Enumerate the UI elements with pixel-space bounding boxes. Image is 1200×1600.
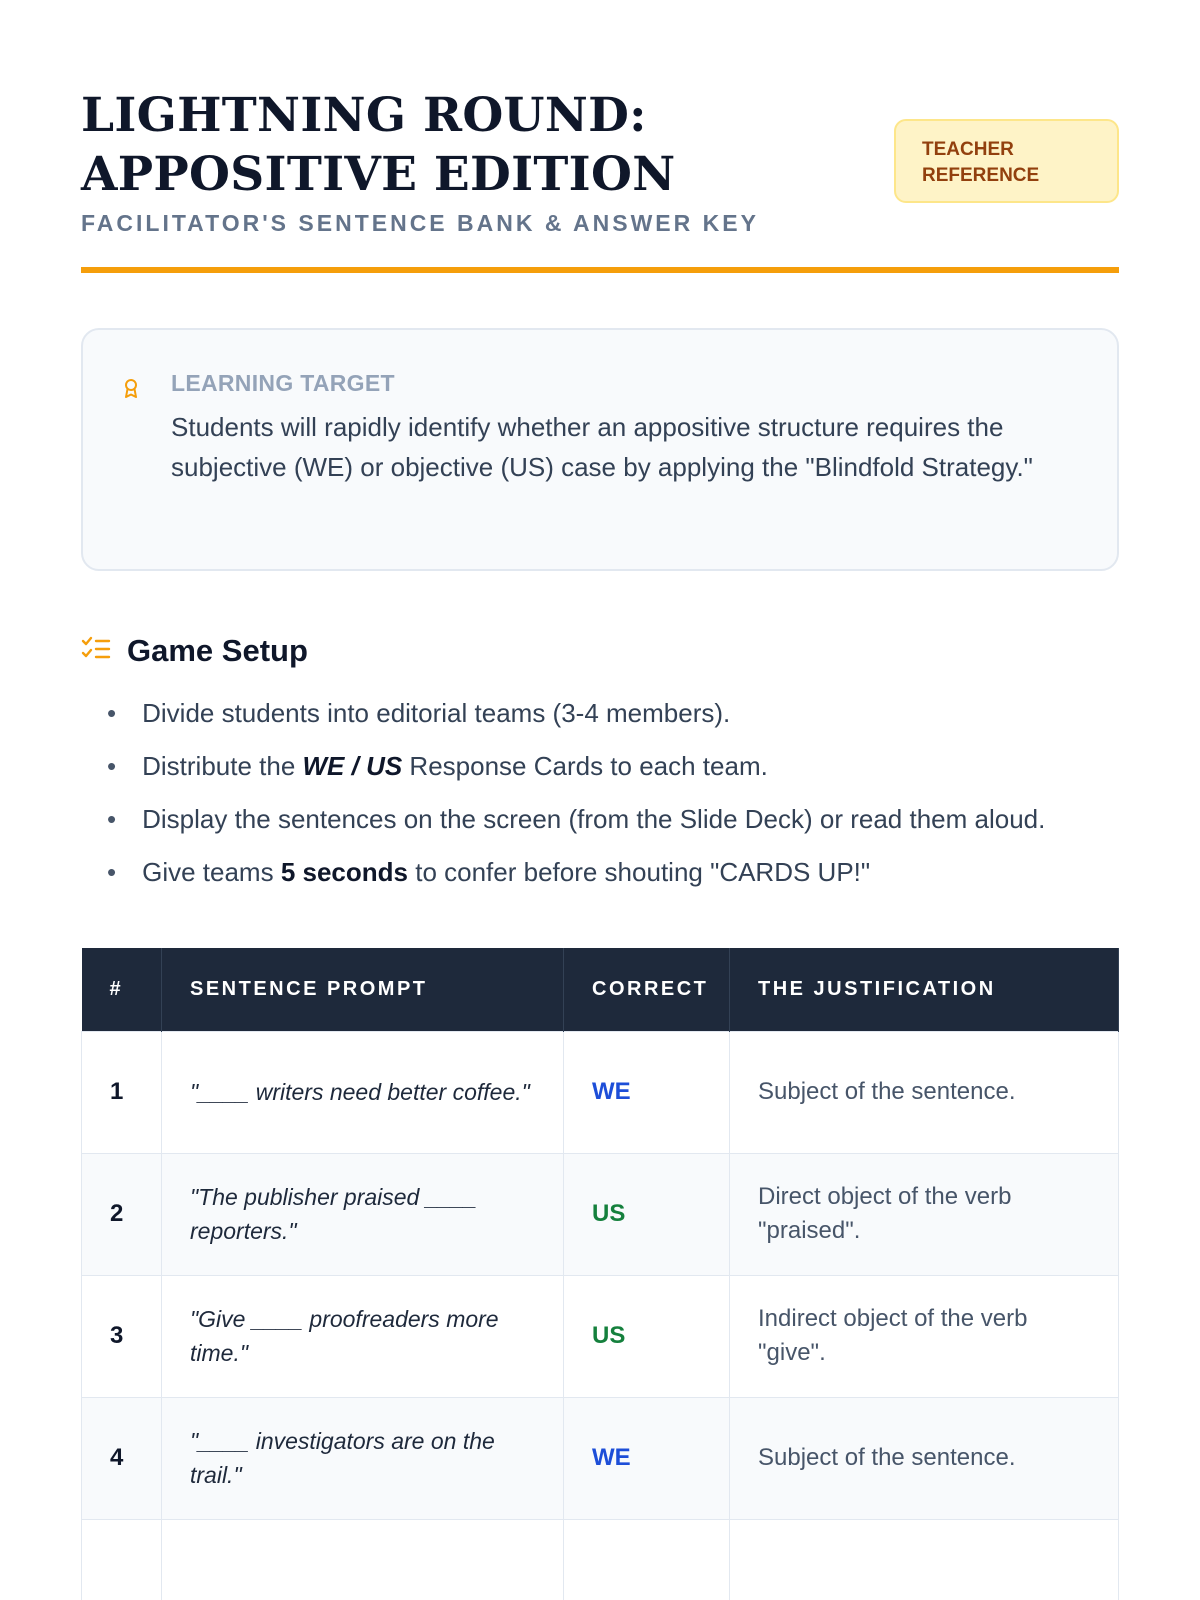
- table-header-row: [82, 948, 1119, 1031]
- learning-target-box: [81, 328, 1119, 571]
- table-row: [82, 1153, 1119, 1275]
- correct-answer: WE: [564, 1397, 730, 1519]
- empty-cell: [730, 1519, 1119, 1600]
- badge-line-2: REFERENCE: [922, 165, 1040, 186]
- table-row-partial: [82, 1519, 1119, 1600]
- header-divider: [81, 267, 1119, 273]
- learning-target-text: Students will rapidly identify whether an appositive structure requires the subjective (WE) or objective (US) case by applying the "Blindfold Strategy.": [171, 412, 1033, 482]
- list-item: [107, 693, 1119, 733]
- column-header-correct: CORRECT: [564, 948, 730, 1031]
- setup-item-4-pre: Give teams: [142, 857, 281, 887]
- setup-item-2-pre: Distribute the: [142, 751, 303, 781]
- setup-item-2-post: Response Cards to each team.: [402, 751, 768, 781]
- table-row: [82, 1031, 1119, 1153]
- learning-target-label: LEARNING TARGET: [171, 370, 395, 396]
- game-setup-list: [81, 693, 1119, 892]
- row-number: 4: [82, 1397, 162, 1519]
- column-header-number: #: [82, 948, 162, 1031]
- correct-answer: US: [564, 1275, 730, 1397]
- correct-answer: US: [564, 1153, 730, 1275]
- list-item: [107, 746, 1119, 786]
- award-icon: [123, 370, 171, 569]
- table-row: [82, 1275, 1119, 1397]
- justification: Indirect object of the verb "give".: [730, 1275, 1119, 1397]
- justification: Direct object of the verb "praised".: [730, 1153, 1119, 1275]
- sentence-prompt: "Give ____ proofreaders more time.": [162, 1275, 564, 1397]
- empty-cell: [162, 1519, 564, 1600]
- title-line-1: LIGHTNING ROUND:: [81, 88, 647, 143]
- five-seconds-emphasis: 5 seconds: [280, 857, 408, 887]
- sentence-prompt: "____ writers need better coffee.": [162, 1031, 564, 1153]
- justification: Subject of the sentence.: [730, 1031, 1119, 1153]
- justification: Subject of the sentence.: [730, 1397, 1119, 1519]
- answer-key-table: [81, 948, 1119, 1600]
- learning-target-content: [171, 370, 1077, 569]
- setup-item-3-text: Display the sentences on the screen (from the Slide Deck) or read them aloud.: [142, 804, 1046, 834]
- setup-item-4-post: to confer before shouting "CARDS UP!": [408, 857, 871, 887]
- row-number: 1: [82, 1031, 162, 1153]
- correct-answer: WE: [564, 1031, 730, 1153]
- list-item: [107, 799, 1119, 839]
- row-number: 2: [82, 1153, 162, 1275]
- table-row: [82, 1397, 1119, 1519]
- column-header-justification: THE JUSTIFICATION: [730, 948, 1119, 1031]
- empty-cell: [564, 1519, 730, 1600]
- game-setup-heading: [81, 633, 1119, 669]
- sentence-prompt: "____ investigators are on the trail.": [162, 1397, 564, 1519]
- teacher-reference-badge: [894, 119, 1119, 203]
- we-us-emphasis: WE / US: [302, 751, 403, 781]
- header: [81, 0, 1119, 276]
- empty-cell: [82, 1519, 162, 1600]
- title-line-2: APPOSITIVE EDITION: [81, 147, 676, 202]
- game-setup-title: Game Setup: [127, 633, 308, 668]
- list-item: [107, 852, 1119, 892]
- page-subtitle: FACILITATOR'S SENTENCE BANK & ANSWER KEY: [81, 210, 759, 236]
- column-header-prompt: SENTENCE PROMPT: [162, 948, 564, 1031]
- badge-line-1: TEACHER: [922, 139, 1014, 160]
- row-number: 3: [82, 1275, 162, 1397]
- checklist-icon: [81, 636, 111, 667]
- setup-item-1-text: Divide students into editorial teams (3-4 members).: [142, 698, 731, 728]
- sentence-prompt: "The publisher praised ____ reporters.": [162, 1153, 564, 1275]
